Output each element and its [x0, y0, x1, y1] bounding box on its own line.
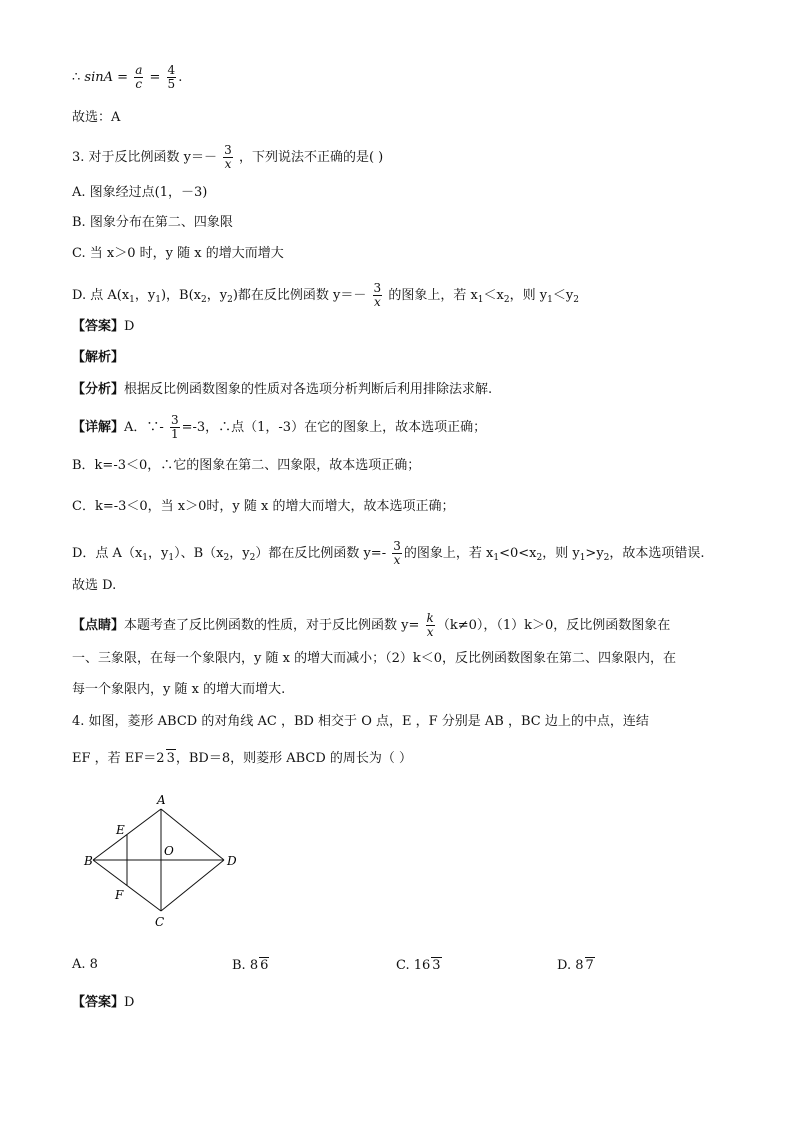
subscript: 1 — [493, 553, 500, 563]
q3-fenxi — [72, 381, 492, 399]
text: ＜x — [483, 288, 504, 303]
radicand: 3 — [166, 751, 175, 766]
frac-denominator: c — [135, 77, 143, 91]
q3-stem — [72, 144, 383, 171]
frac-denominator: 5 — [167, 77, 176, 91]
answer-tag: 【答案】 — [72, 319, 125, 334]
radicand: 6 — [260, 958, 269, 973]
text: 本题考查了反比例函数的性质，对于反比例函数 y= — [124, 618, 420, 633]
text: ，y — [148, 546, 169, 561]
frac-denominator: x — [373, 295, 381, 309]
radicand: 3 — [432, 958, 441, 973]
text: ，BD＝8，则菱形 ABCD 的周长为（ ） — [175, 751, 413, 766]
frac-denominator: x — [426, 625, 434, 639]
detail-tag: 【详解】 — [72, 420, 125, 435]
subscript: 2 — [223, 553, 230, 563]
period: . — [178, 70, 183, 85]
frac-numerator: 3 — [224, 143, 232, 157]
label-a: A — [157, 793, 166, 807]
frac-numerator: 3 — [373, 281, 382, 295]
text: <0<x — [499, 546, 537, 561]
text: ）、B（x — [174, 546, 224, 561]
q4-stem-1: 4. 如图，菱形 ABCD 的对角线 AC ，BD 相交于 O 点，E ，F 分别是 AB ，BC 边上的中点，连结 — [72, 714, 649, 729]
text: =-3，∴点（1，-3）在它的图象上，故本选项正确； — [181, 420, 487, 435]
rhombus-figure — [80, 792, 280, 932]
q3-option-a: A. 图象经过点(1，－3) — [72, 185, 208, 200]
q3-option-b: B. 图象分布在第二、四象限 — [72, 215, 233, 230]
text: 的图象上，若 x — [403, 546, 494, 561]
text: A．∵- — [124, 420, 164, 435]
fraction-4-over-5 — [167, 64, 177, 91]
frac-numerator: a — [135, 63, 143, 77]
prev-choice: 故选：A — [72, 110, 121, 125]
q4-option-d — [557, 957, 595, 973]
subscript: 2 — [573, 295, 579, 305]
text: ）都在反比例函数 y=- — [255, 546, 387, 561]
dianjing-tag: 【点睛】 — [72, 618, 125, 633]
text: B. 8 — [232, 958, 259, 973]
frac-numerator: 4 — [167, 63, 176, 77]
subscript: 1 — [168, 553, 175, 563]
text: EF ，若 EF＝2 — [72, 751, 165, 766]
subscript: 1 — [477, 295, 484, 305]
text: ＜y — [552, 288, 574, 303]
subscript: 2 — [201, 295, 207, 305]
q3-analysis-tag: 【解析】 — [72, 350, 125, 365]
subscript: 2 — [227, 295, 233, 305]
text: ，y — [206, 288, 228, 303]
frac-numerator: k — [426, 611, 434, 625]
subscript: 1 — [579, 553, 586, 563]
text: )，B(x — [160, 288, 202, 303]
frac-numerator: 3 — [393, 539, 401, 553]
text: D. 8 — [557, 958, 584, 973]
frac-numerator: 3 — [170, 413, 179, 427]
q3-stem-text: 3. 对于反比例函数 y＝－ — [72, 150, 218, 165]
subscript: 1 — [142, 553, 149, 563]
answer-value: D — [124, 319, 135, 334]
answer-value: D — [124, 995, 135, 1010]
q3-detail-b: B．k=-3＜0，∴它的图象在第二、四象限，故本选项正确； — [72, 458, 421, 473]
q4-option-c — [396, 957, 442, 973]
text: D. 点 A(x — [72, 288, 130, 303]
fraction-a-over-c — [134, 64, 143, 91]
q3-conclusion: 故选 D. — [72, 578, 117, 593]
q3-dianjing-3: 每一个象限内，y 随 x 的增大而增大. — [72, 682, 286, 697]
text: >y — [585, 546, 604, 561]
q4-stem-2 — [72, 749, 412, 768]
text: C. 16 — [396, 958, 431, 973]
q4-option-a: A. 8 — [72, 957, 98, 972]
text: D．点 A（x — [72, 546, 143, 561]
fenxi-tag: 【分析】 — [72, 382, 125, 397]
fraction-3-over-1 — [170, 414, 180, 441]
therefore-symbol: ∴ — [72, 70, 81, 85]
subscript: 1 — [129, 295, 135, 305]
label-o: O — [164, 844, 174, 858]
subscript: 2 — [503, 295, 510, 305]
text: ，则 y — [542, 546, 580, 561]
frac-denominator: 1 — [170, 427, 179, 441]
label-e: E — [116, 823, 125, 837]
sina-equation — [72, 64, 182, 91]
subscript: 2 — [536, 553, 543, 563]
text: ，y — [134, 288, 156, 303]
subscript: 1 — [155, 295, 161, 305]
label-d: D — [227, 854, 237, 868]
q3-option-c: C. 当 x＞0 时，y 随 x 的增大而增大 — [72, 246, 284, 261]
q4-option-b — [232, 957, 269, 973]
q3-option-d — [72, 282, 579, 309]
q3-answer — [72, 318, 134, 336]
fenxi-text: 根据反比例函数图象的性质对各选项分析判断后利用排除法求解. — [124, 382, 493, 397]
text: 的图象上，若 x — [388, 288, 478, 303]
text: ，故本选项错误. — [609, 546, 705, 561]
text: ，y — [229, 546, 250, 561]
q3-detail-a — [72, 414, 486, 441]
subscript: 2 — [603, 553, 610, 563]
q3-detail-d — [72, 540, 705, 567]
q3-dianjing-1 — [72, 612, 670, 639]
label-b: B — [84, 854, 93, 868]
text: ，则 y — [509, 288, 548, 303]
fraction-3-over-x — [223, 144, 233, 171]
fraction-3-over-x — [392, 540, 402, 567]
side-dc — [161, 860, 224, 911]
frac-denominator: x — [393, 553, 401, 567]
sina-text: sinA — [84, 70, 114, 85]
q3-detail-c: C．k=-3＜0，当 x＞0时，y 随 x 的增大而增大，故本选项正确； — [72, 499, 455, 514]
text: )都在反比例函数 y＝－ — [232, 288, 367, 303]
text: （k≠0），（1）k＞0，反比例函数图象在 — [436, 618, 671, 633]
answer-tag: 【答案】 — [72, 995, 125, 1010]
radicand: 7 — [585, 958, 594, 973]
q3-stem-text: ，下列说法不正确的是( ) — [238, 150, 384, 165]
subscript: 2 — [249, 553, 256, 563]
subscript: 1 — [547, 295, 553, 305]
frac-denominator: x — [224, 157, 232, 171]
q4-answer — [72, 994, 134, 1012]
label-f: F — [115, 888, 124, 902]
fraction-k-over-x — [426, 612, 435, 639]
equals-sign: = — [117, 70, 129, 85]
equals-sign: = — [149, 70, 161, 85]
fraction-3-over-x — [373, 282, 383, 309]
label-c: C — [155, 915, 165, 929]
q3-dianjing-2: 一、三象限，在每一个象限内，y 随 x 的增大而减小；（2）k＜0，反比例函数图象在第二、四象限内，在 — [72, 651, 676, 666]
